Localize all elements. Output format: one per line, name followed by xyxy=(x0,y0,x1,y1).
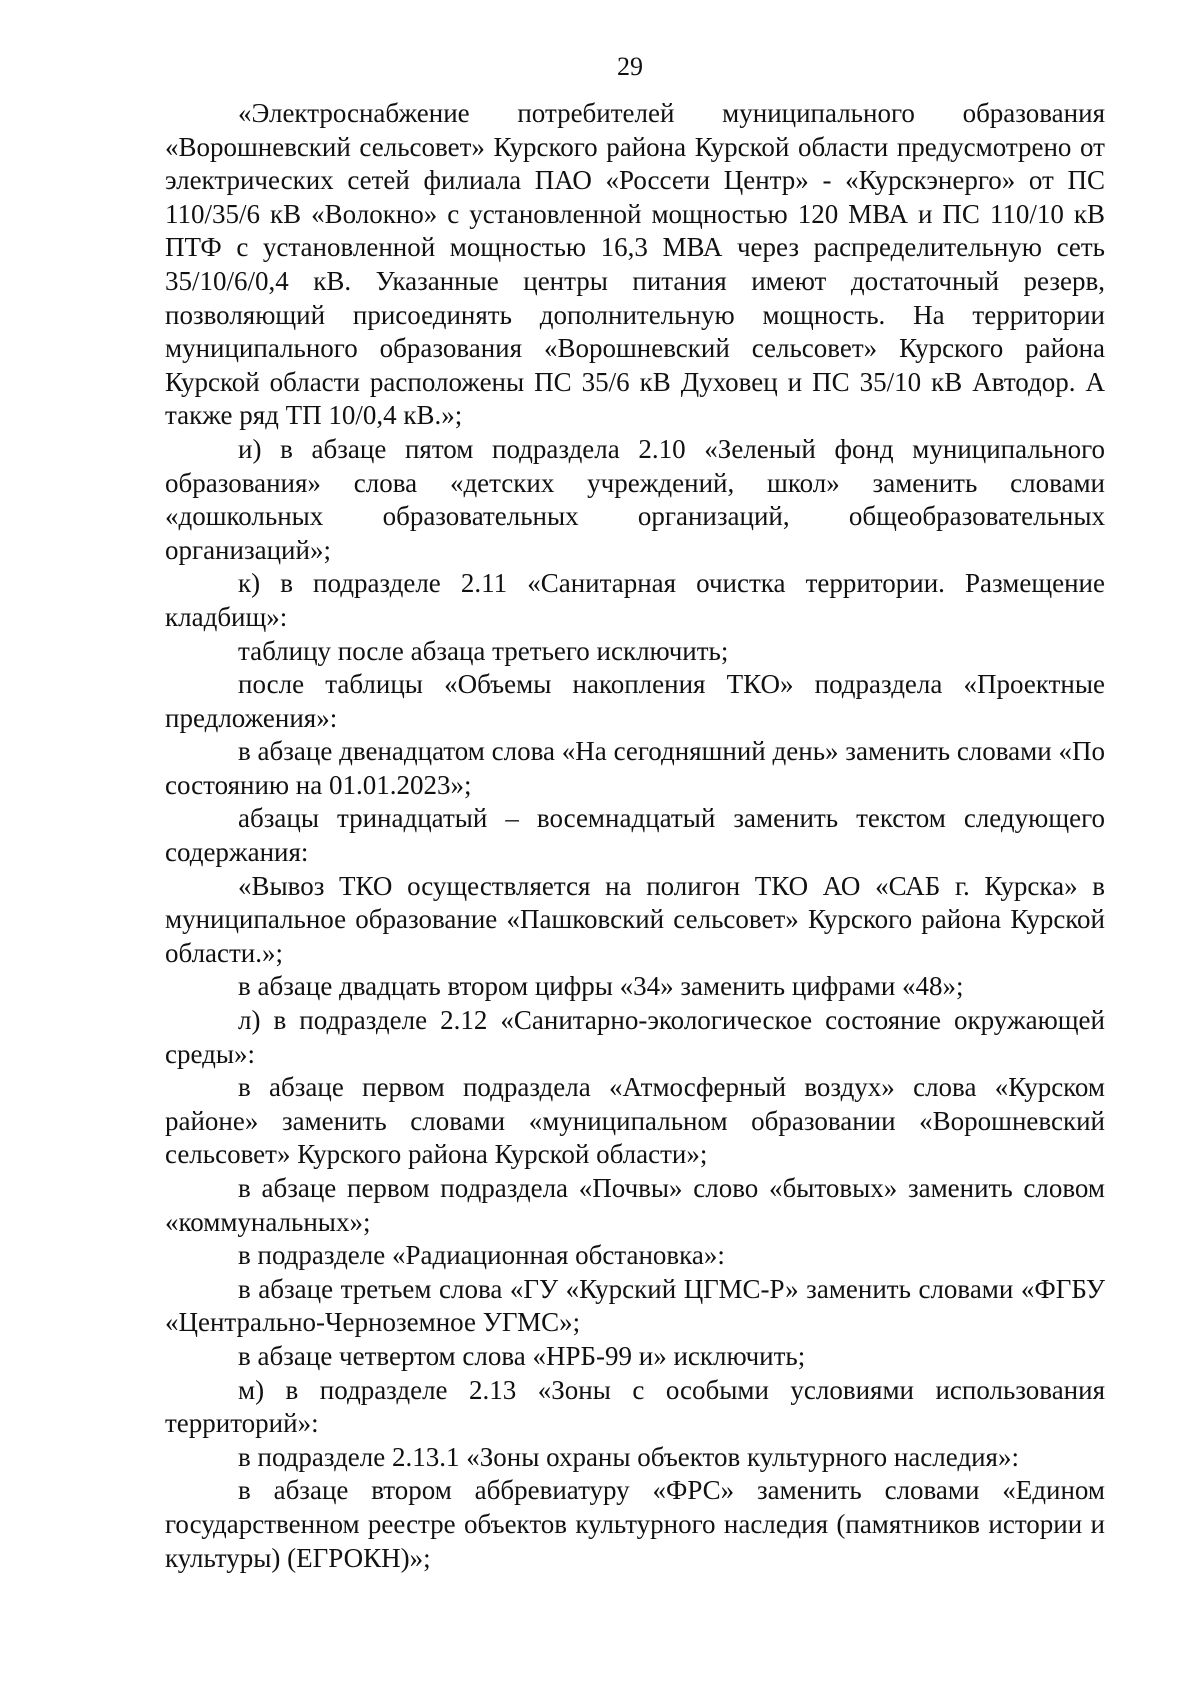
paragraph-after-table: после таблицы «Объемы накопления ТКО» подраздела «Проектные предложения»: xyxy=(165,669,1105,733)
paragraph-radiation: в подразделе «Радиационная обстановка»: xyxy=(238,1240,725,1271)
paragraph-table-removal: таблицу после абзаца третьего исключить; xyxy=(238,635,729,666)
page-number: 29 xyxy=(617,52,643,81)
paragraph-thirteenth-eighteenth: абзацы тринадцатый – восемнадцатый заменить текстом следующего содержания: xyxy=(165,803,1105,868)
paragraph-twenty-second: в абзаце двадцать втором цифры «34» заменить цифрами «48»; xyxy=(238,971,964,1002)
paragraph-soils: в абзаце первом подраздела «Почвы» слово «бытовых» заменить словом «коммунальных»; xyxy=(165,1173,1105,1237)
paragraph-electricity: «Электроснабжение потребителей муниципального образования «Ворошневский сельсовет» Курского района Курской области предусмотрено от электрических сетей филиала ПАО «Россети Центр» - «Курскэнерго» от ПС 110/35/6 кВ «Волокно» с установленной мощностью 120 МВА и ПС 110/10 кВ ПТФ с установленной мощностью 16,3 МВА через распределительную сеть 35/10/6/0,4 кВ. Указанные центры питания имеют достаточный резерв, позволяющий присоединять дополнительную мощность. На территории муниципального образования «Ворошневский сельсовет» Курского района Курской области расположены ПС 35/6 кВ Духовец и ПС 35/10 кВ Автодор. А также ряд ТП 10/0,4 кВ.»; xyxy=(165,98,1105,431)
paragraph-waste-removal: «Вывоз ТКО осуществляется на полигон ТКО АО «САБ г. Курска» в муниципальное образование «Пашковский сельсовет» Курского района Курской области.»; xyxy=(165,870,1105,968)
document-body xyxy=(165,97,1105,1575)
paragraph-item-i: и) в абзаце пятом подраздела 2.10 «Зеленый фонд муниципального образования» слова «детских учреждений, школ» заменить словами «дошкольных образовательных организаций, общеобразовательных организаций»; xyxy=(165,433,1105,565)
paragraph-air: в абзаце первом подраздела «Атмосферный воздух» слова «Курском районе» заменить словами «муниципальном образовании «Ворошневский сельсовет» Курского района Курской области»; xyxy=(165,1072,1105,1170)
paragraph-fourth: в абзаце четвертом слова «НРБ-99 и» исключить; xyxy=(238,1340,806,1371)
paragraph-item-m: м) в подразделе 2.13 «Зоны с особыми условиями использования территорий»: xyxy=(165,1374,1105,1439)
paragraph-heritage-zones: в подразделе 2.13.1 «Зоны охраны объектов культурного наследия»: xyxy=(238,1441,1019,1472)
paragraph-egrokn: в абзаце втором аббревиатуру «ФРС» заменить словами «Едином государственном реестре объектов культурного наследия (памятников истории и культуры) (ЕГРОКН)»; xyxy=(165,1475,1105,1573)
paragraph-third: в абзаце третьем слова «ГУ «Курский ЦГМС-Р» заменить словами «ФГБУ «Центрально-Черноземное УГМС»; xyxy=(165,1273,1105,1338)
paragraph-twelfth: в абзаце двенадцатом слова «На сегодняшний день» заменить словами «По состоянию на 01.01.2023»; xyxy=(165,736,1105,800)
paragraph-item-l: л) в подразделе 2.12 «Санитарно-экологическое состояние окружающей среды»: xyxy=(165,1005,1105,1069)
paragraph-item-k: к) в подразделе 2.11 «Санитарная очистка территории. Размещение кладбищ»: xyxy=(165,568,1105,632)
